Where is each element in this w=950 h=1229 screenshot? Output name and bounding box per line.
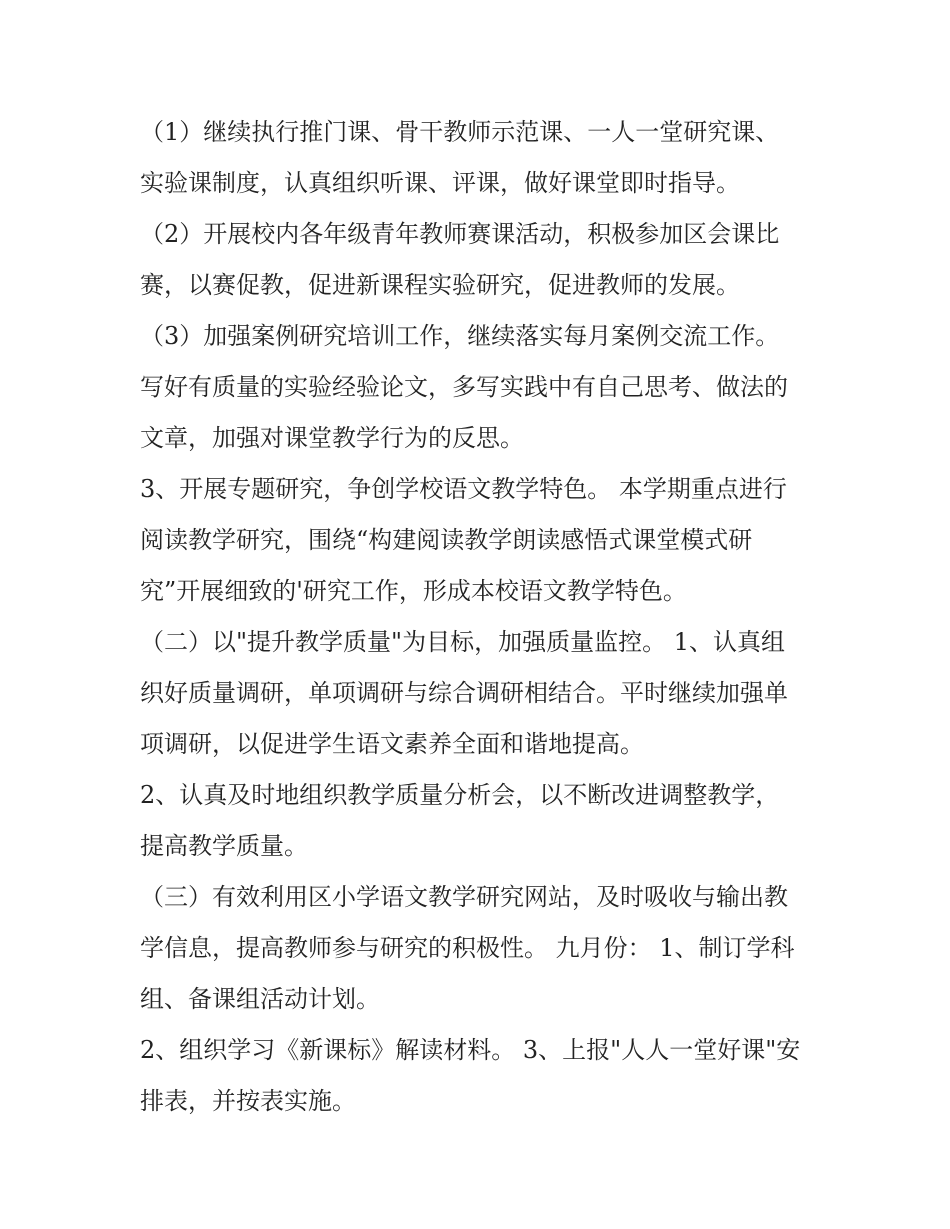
text-line: 项调研，以促进学生语文素养全面和谐地提高。 (140, 730, 644, 758)
document-body (140, 107, 840, 1127)
text-line: 实验课制度，认真组织听课、评课，做好课堂即时指导。 (140, 169, 740, 197)
text-line: 文章，加强对课堂教学行为的反思。 (140, 424, 524, 452)
text-line: 排表，并按表实施。 (140, 1087, 356, 1115)
text-line: 学信息，提高教师参与研究的积极性。 九月份： 1、制订学科 (140, 934, 795, 962)
text-line: （三）有效利用区小学语文教学研究网站，及时吸收与输出教 (140, 883, 788, 911)
text-line: 2、组织学习《新课标》解读材料。 3、上报"人人一堂好课"安 (140, 1036, 801, 1064)
text-line: （二）以"提升教学质量"为目标，加强质量监控。 1、认真组 (140, 628, 785, 656)
text-line: 阅读教学研究，围绕“构建阅读教学朗读感悟式课堂模式研 (140, 526, 753, 554)
text-line: 写好有质量的实验经验论文，多写实践中有自己思考、做法的 (140, 373, 788, 401)
text-line: 组、备课组活动计划。 (140, 985, 380, 1013)
text-line: 3、开展专题研究，争创学校语文教学特色。 本学期重点进行 (140, 475, 787, 503)
text-line: （1）继续执行推门课、骨干教师示范课、一人一堂研究课、 (140, 118, 780, 146)
text-line: （2）开展校内各年级青年教师赛课活动，积极参加区会课比 (140, 220, 780, 248)
text-line: （3）加强案例研究培训工作，继续落实每月案例交流工作。 (140, 322, 780, 350)
text-line: 织好质量调研，单项调研与综合调研相结合。平时继续加强单 (140, 679, 788, 707)
text-line: 赛，以赛促教，促进新课程实验研究，促进教师的发展。 (140, 271, 740, 299)
text-line: 究”开展细致的'研究工作，形成本校语文教学特色。 (140, 577, 687, 605)
text-line: 2、认真及时地组织教学质量分析会，以不断改进调整教学， (140, 781, 780, 809)
text-line: 提高教学质量。 (140, 832, 308, 860)
